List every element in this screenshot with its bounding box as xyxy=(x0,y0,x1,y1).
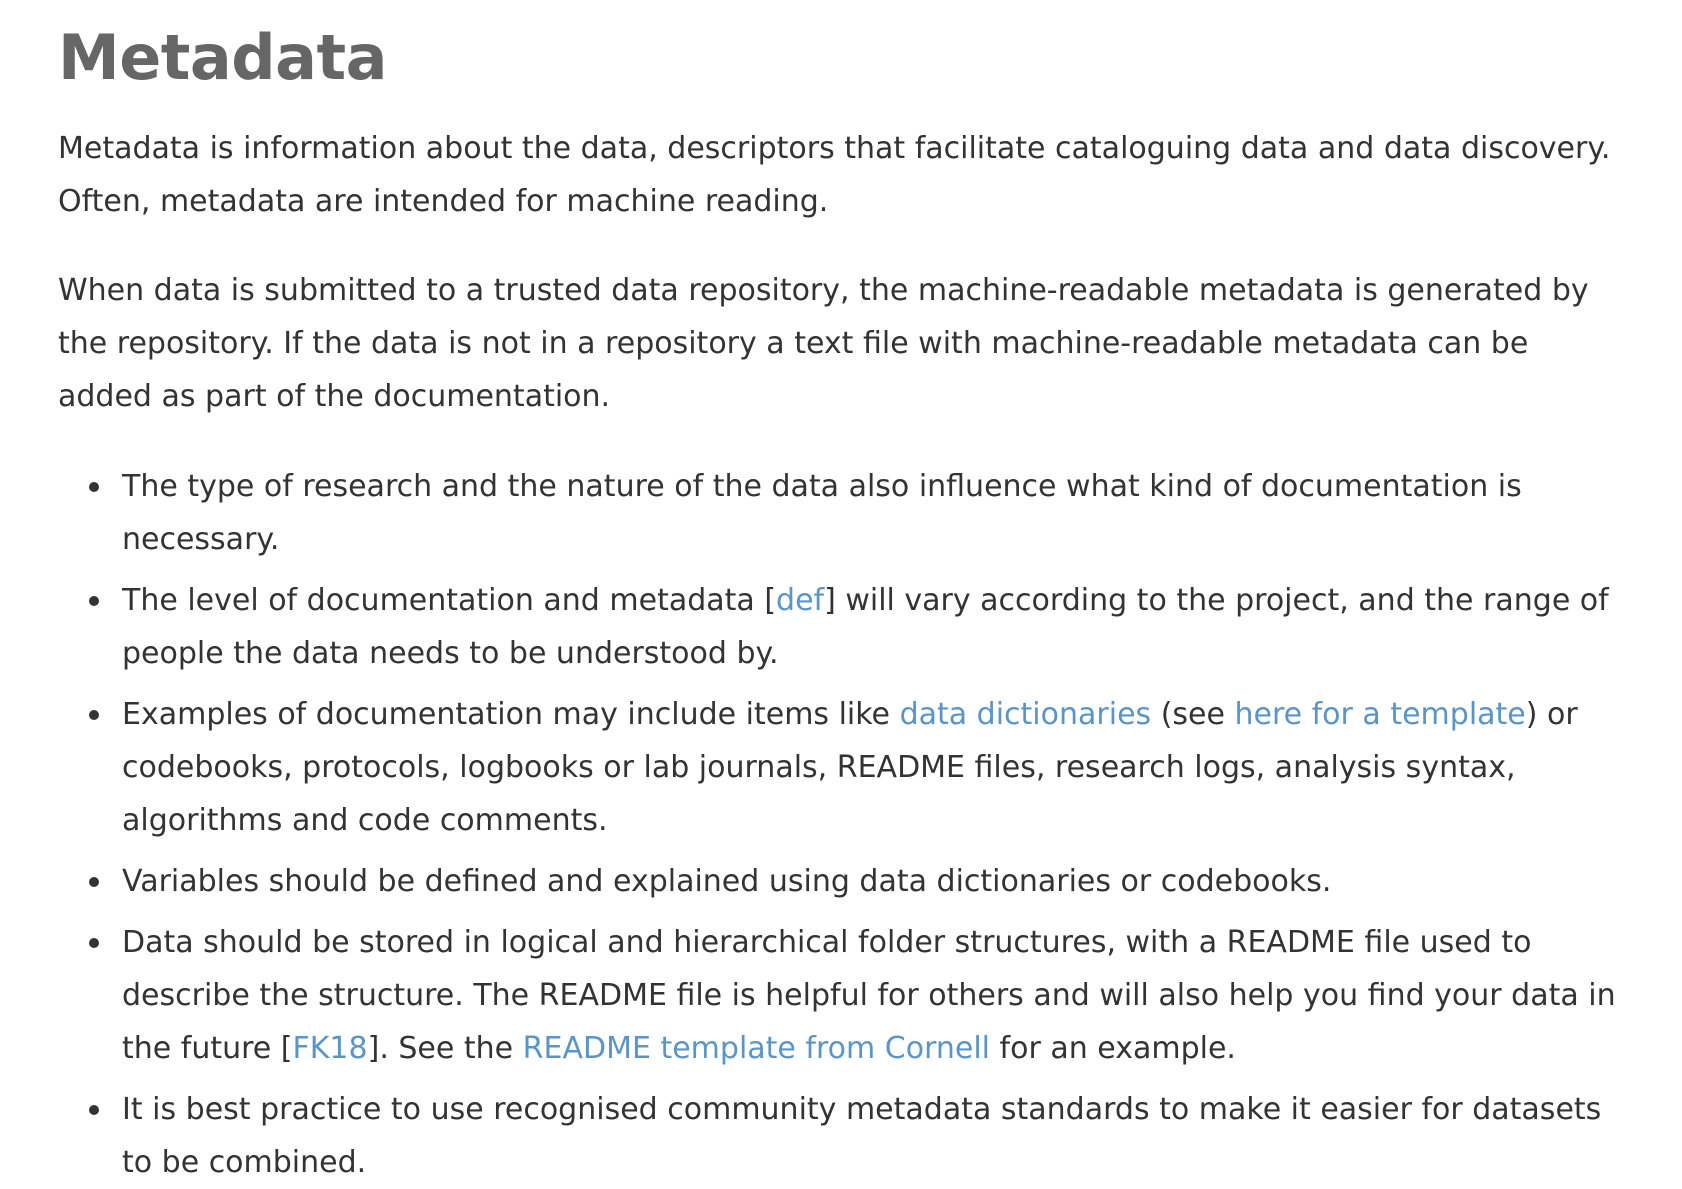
def-link[interactable]: def xyxy=(776,583,825,618)
bullet-dot xyxy=(89,710,99,720)
bullet-dot xyxy=(89,877,99,887)
list-item-text: ]. See the xyxy=(367,1031,523,1066)
list-item xyxy=(122,688,1626,847)
list-item xyxy=(122,855,1626,908)
fk18-citation-link[interactable]: FK18 xyxy=(292,1031,368,1066)
list-item xyxy=(122,460,1626,566)
list-item-text: Examples of documentation may include items like xyxy=(122,697,900,732)
list-item-text: ] will vary according to the project, and the range of people the data needs to be understood by. xyxy=(122,583,1609,671)
list-item xyxy=(122,916,1626,1075)
template-link[interactable]: here for a template xyxy=(1234,697,1526,732)
list-item-text: The type of research and the nature of the data also influence what kind of documentation is necessary. xyxy=(122,469,1522,557)
list-item-text: ) or codebooks, protocols, logbooks or lab journals, README files, research logs, analysis syntax, algorithms and code comments. xyxy=(122,697,1578,838)
list-item xyxy=(122,574,1626,680)
page-title: Metadata xyxy=(58,21,387,94)
readme-template-link[interactable]: README template from Cornell xyxy=(522,1031,991,1066)
list-item-text: It is best practice to use recognised community metadata standards to make it easier for datasets to be combined. xyxy=(122,1092,1602,1180)
list-item-text: Variables should be defined and explained using data dictionaries or codebooks. xyxy=(122,864,1332,899)
bullet-dot xyxy=(89,938,99,948)
bullet-dot xyxy=(89,1105,99,1115)
data-dictionaries-link[interactable]: data dictionaries xyxy=(899,697,1152,732)
repository-paragraph: When data is submitted to a trusted data repository, the machine-readable metadata is generated by the repository. If the data is not in a repository a text file with machine-readable metadata can be added as part of the documentation. xyxy=(58,273,1589,414)
list-item-text: Data should be stored in logical and hierarchical folder structures, with a README file used to describe the structure. The README file is helpful for others and will also help you find your data in the future [ xyxy=(122,925,1616,1066)
documentation-list xyxy=(58,460,1626,1189)
intro-paragraph: Metadata is information about the data, descriptors that facilitate cataloguing data and data discovery. Often, metadata are intended for machine reading. xyxy=(58,131,1611,219)
list-item-text: for an example. xyxy=(990,1031,1236,1066)
list-item xyxy=(122,1083,1626,1189)
bullet-dot xyxy=(89,596,99,606)
list-item-text: (see xyxy=(1151,697,1235,732)
list-item-text: The level of documentation and metadata [ xyxy=(122,583,777,618)
bullet-dot xyxy=(89,482,99,492)
